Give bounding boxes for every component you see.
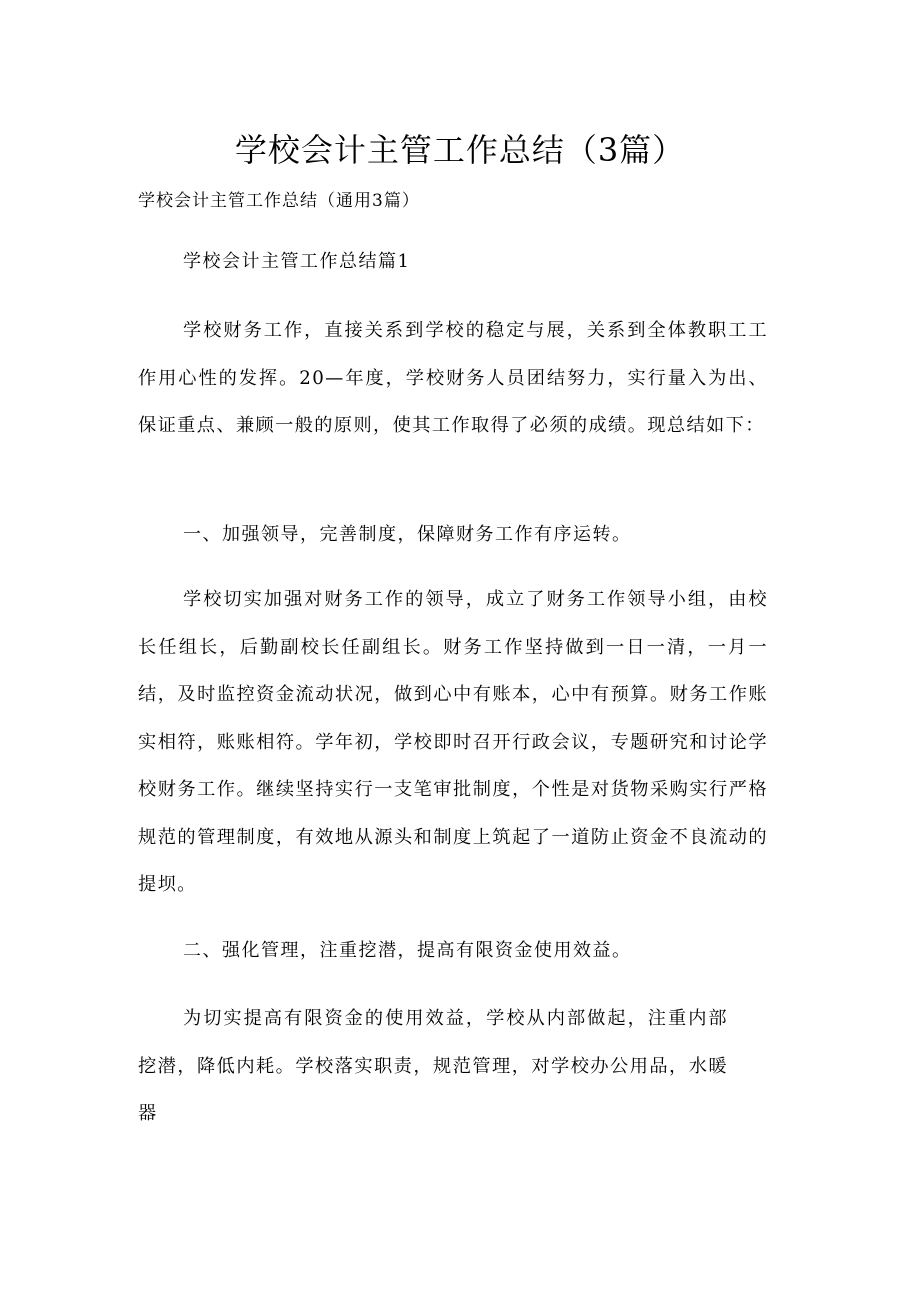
- paragraph-leadership: 学校切实加强对财务工作的领导，成立了财务工作领导小组，由校长任组长，后勤副校长任副组长。财务工作坚持做到一日一清，一月一结，及时监控资金流动状况，做到心中有账本，心中有预算。财务工作账实相符，账账相符。学年初，学校即时召开行政会议，专题研究和讨论学校财务工作。继续坚持实行一支笔审批制度，个性是对货物采购实行严格规范的管理制度，有效地从源头和制度上筑起了一道防止资金不良流动的提坝。: [138, 589, 768, 895]
- document-subtitle: 学校会计主管工作总结（通用3篇）: [138, 191, 420, 211]
- section-title: 学校会计主管工作总结篇1: [183, 251, 411, 272]
- document-title: 学校会计主管工作总结（3篇）: [234, 131, 686, 169]
- heading-strengthen-management: 二、强化管理，注重挖潜，提高有限资金使用效益。: [183, 940, 632, 961]
- paragraph-intro: 学校财务工作，直接关系到学校的稳定与展，关系到全体教职工工作用心性的发挥。20—年度，学校财务人员团结努力，实行量入为出、保证重点、兼顾一般的原则，使其工作取得了必须的成绩。现总结如下：: [138, 320, 768, 436]
- paragraph-management: 为切实提高有限资金的使用效益，学校从内部做起，注重内部挖潜，降低内耗。学校落实职责，规范管理，对学校办公用品，水暖器: [138, 1008, 728, 1124]
- heading-strengthen-leadership: 一、加强领导，完善制度，保障财务工作有序运转。: [183, 524, 632, 545]
